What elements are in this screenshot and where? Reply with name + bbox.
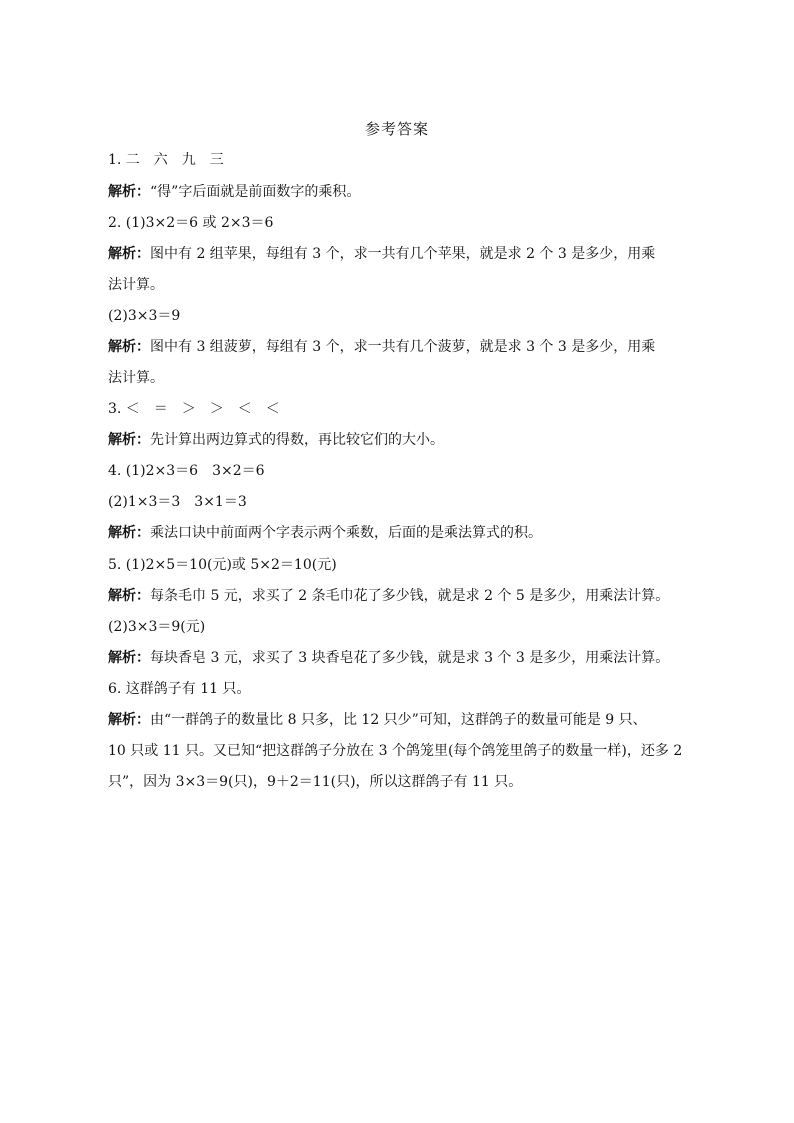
analysis-line-2b	[108, 337, 728, 357]
analysis-text: “得”字后面就是前面数字的乘积。	[150, 184, 361, 200]
answer-text: 5. (1)2×5＝10(元)或 5×2＝10(元)	[108, 557, 337, 573]
analysis-line-5b	[108, 648, 728, 668]
analysis-text: 法计算。	[108, 277, 164, 293]
answer-text: 4. (1)2×3＝6 3×2＝6	[108, 463, 265, 479]
analysis-line-2	[108, 244, 728, 264]
analysis-label: 解析：	[108, 588, 150, 604]
answer-text: (2)3×3＝9(元)	[108, 619, 206, 635]
answer-text: (2)1×3＝3 3×1＝3	[108, 494, 247, 510]
analysis-label: 解析：	[108, 339, 150, 355]
analysis-line-1	[108, 182, 728, 202]
analysis-label: 解析：	[108, 712, 150, 728]
answer-text: (2)3×3＝9	[108, 308, 181, 324]
answer-line-4	[108, 461, 728, 481]
analysis-line-5	[108, 586, 728, 606]
answer-line-1	[108, 150, 728, 170]
analysis-text: 先计算出两边算式的得数，再比较它们的大小。	[150, 432, 444, 448]
page-title: 参考答案	[364, 120, 429, 138]
answer-line-5b	[108, 617, 728, 637]
answer-text: 2. (1)3×2＝6 或 2×3＝6	[108, 215, 274, 231]
analysis-text: 乘法口诀中前面两个字表示两个乘数，后面的是乘法算式的积。	[150, 525, 542, 541]
analysis-continuation	[108, 275, 728, 295]
analysis-continuation	[108, 772, 728, 792]
analysis-label: 解析：	[108, 525, 150, 541]
analysis-text: 由“一群鸽子的数量比 8 只多，比 12 只少”可知，这群鸽子的数量可能是 9 只、	[150, 712, 647, 728]
analysis-text: 每条毛巾 5 元，求买了 2 条毛巾花了多少钱，就是求 2 个 5 是多少，用乘法计算。	[150, 588, 670, 604]
analysis-label: 解析：	[108, 432, 150, 448]
analysis-line-4	[108, 523, 728, 543]
analysis-line-3	[108, 430, 728, 450]
analysis-text: 每块香皂 3 元，求买了 3 块香皂花了多少钱，就是求 3 个 3 是多少，用乘法计算。	[150, 650, 670, 666]
analysis-line-6	[108, 710, 728, 730]
analysis-text: 10 只或 11 只。又已知“把这群鸽子分放在 3 个鸽笼里(每个鸽笼里鸽子的数量一样)，还多 2	[108, 743, 683, 759]
analysis-continuation	[108, 368, 728, 388]
analysis-continuation	[108, 741, 728, 761]
answer-line-2	[108, 213, 728, 233]
analysis-label: 解析：	[108, 184, 150, 200]
analysis-text: 图中有 2 组苹果，每组有 3 个，求一共有几个苹果，就是求 2 个 3 是多少，用乘	[150, 246, 656, 262]
answer-text: 1. 二 六 九 三	[108, 152, 224, 168]
analysis-text: 法计算。	[108, 370, 164, 386]
answer-line-2b	[108, 306, 728, 326]
analysis-label: 解析：	[108, 650, 150, 666]
answer-text: 6. 这群鸽子有 11 只。	[108, 681, 251, 697]
answer-line-5	[108, 555, 728, 575]
analysis-text: 图中有 3 组菠萝，每组有 3 个，求一共有几个菠萝，就是求 3 个 3 是多少，用乘	[150, 339, 656, 355]
answer-text: 3. ＜ ＝ ＞ ＞ ＜ ＜	[108, 401, 280, 417]
analysis-text: 只”，因为 3×3＝9(只)，9＋2＝11(只)，所以这群鸽子有 11 只。	[108, 774, 523, 790]
answer-line-3	[108, 399, 728, 419]
analysis-label: 解析：	[108, 246, 150, 262]
answer-line-6	[108, 679, 728, 699]
answer-line-4b	[108, 492, 728, 512]
